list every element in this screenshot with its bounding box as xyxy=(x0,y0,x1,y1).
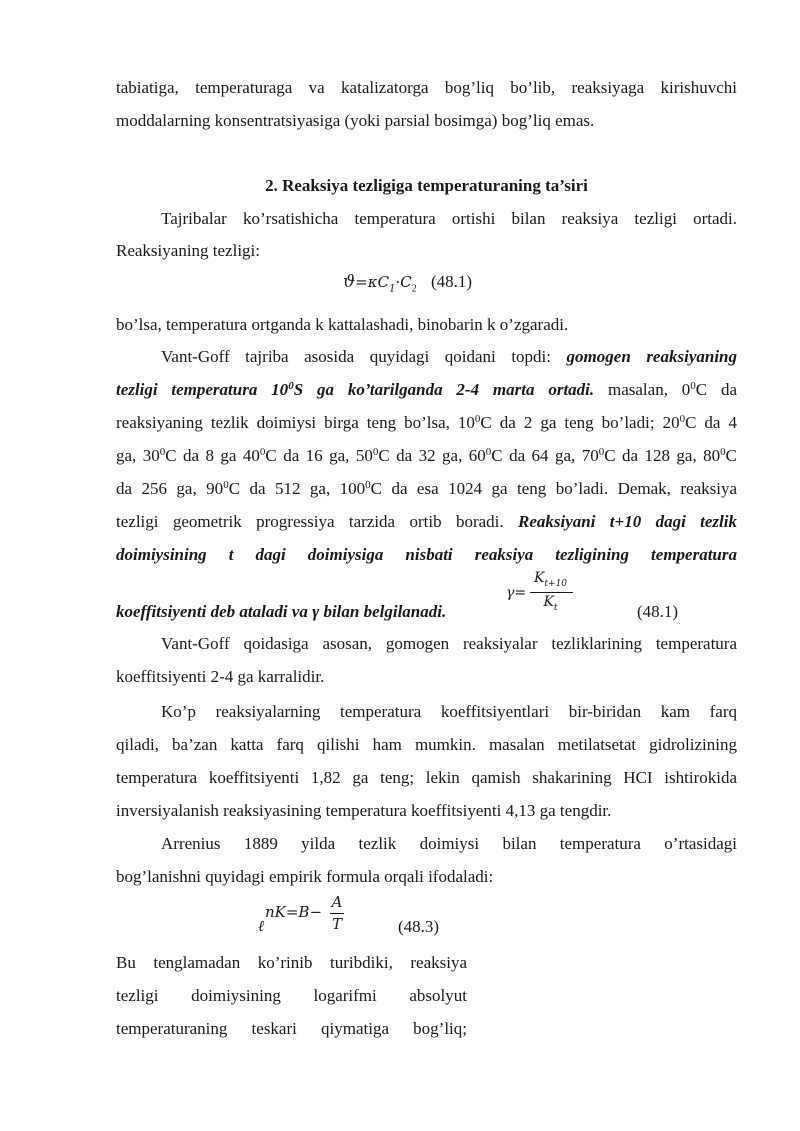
text-span: C da xyxy=(695,380,738,399)
paragraph-line: bo’lsa, temperatura ortganda k kattalashadi, binobarin k o’zgaradi. xyxy=(116,315,569,334)
text-span: C da 64 ga, 70 xyxy=(491,446,599,465)
superscript: 0 xyxy=(372,446,379,458)
eq3-numerator: A xyxy=(331,893,343,911)
text-span: C da 16 ga, 50 xyxy=(265,446,373,465)
text-span: da 256 ga, 90 xyxy=(116,479,224,498)
paragraph-line: tezligi doimiysining logarifmi absolyut xyxy=(116,986,467,1005)
emphasis-span: Reaksiyani t+10 dagi tezlik xyxy=(517,512,737,531)
superscript: 0 xyxy=(365,479,371,491)
superscript: 0 xyxy=(159,446,166,458)
superscript: 0 xyxy=(474,413,481,425)
paragraph-line: Arrenius 1889 yilda tezlik doimiysi bilan temperatura o’rtasidagi xyxy=(161,834,737,853)
eq2-num-k: K xyxy=(533,570,545,586)
text-span: reaksiyaning tezlik doimiysi birga teng bo’lsa, 10 xyxy=(116,413,475,432)
eq1-sub1: 1 xyxy=(389,283,396,295)
emphasis-span: gomogen reaksiyaning xyxy=(566,347,737,366)
text-span: C da 2 ga teng bo’ladi; 20 xyxy=(480,413,680,432)
eq2-den-sub: t xyxy=(553,602,558,613)
superscript: 0 xyxy=(679,413,686,425)
paragraph-line: temperatura koeffitsiyenti 1,82 ga teng; lekin qamish shakarining HCI ishtirokida xyxy=(116,768,737,787)
paragraph-line: bog’lanishni quyidagi empirik formula orqali ifodaladi: xyxy=(116,867,494,886)
paragraph-line xyxy=(116,512,737,532)
paragraph-line xyxy=(116,413,737,433)
emphasis-span: bilan belgilanadi. xyxy=(319,602,447,621)
paragraph-line: Ko’p reaksiyalarning temperatura koeffitsiyentlari bir-biridan kam farq xyxy=(161,702,737,721)
text-span: ga, 30 xyxy=(116,446,160,465)
eq2-numerator xyxy=(528,570,573,589)
superscript: 0 xyxy=(485,446,492,458)
superscript: 0 xyxy=(720,446,726,458)
eq2-num-sub: t+10 xyxy=(544,578,568,589)
emphasis-span: koeffitsiyenti deb ataladi va xyxy=(116,602,313,621)
equation-3 xyxy=(258,893,358,943)
text-span: C xyxy=(725,446,738,465)
eq2-number: (48.1) xyxy=(637,602,679,621)
paragraph-line xyxy=(116,446,737,466)
eq2-den-k: K xyxy=(543,594,554,610)
text-span: masalan, 0 xyxy=(594,380,691,399)
paragraph-line: qiladi, ba’zan katta farq qilishi ham mumkin. masalan metilatsetat gidrolizining xyxy=(116,735,737,754)
text-span: C da 32 ga, 60 xyxy=(378,446,486,465)
paragraph-line: temperaturaning teskari qiymatiga bog’liq; xyxy=(116,1019,467,1038)
paragraph-line: Reaksiyaning tezligi: xyxy=(116,241,260,260)
superscript: 0 xyxy=(223,479,229,491)
emphasis-span: S ga ko’tarilganda 2-4 marta ortadi. xyxy=(293,380,595,399)
text-span: C da 128 ga, 80 xyxy=(604,446,721,465)
equation-1: $ϑ=\kappa C_1\cdot C_2$ (48.1) xyxy=(343,272,473,295)
equation-2 xyxy=(506,570,586,620)
text-span: C da 512 ga, 100 xyxy=(228,479,366,498)
paragraph-line: Tajribalar ko’rsatishicha temperatura ortishi bilan reaksiya tezligi ortadi. xyxy=(161,209,737,228)
fraction-bar xyxy=(330,913,344,914)
superscript: 0 xyxy=(259,446,266,458)
text-span: C da esa 1024 ga teng bo’ladi. Demak, reaksiya xyxy=(370,479,737,498)
superscript: 0 xyxy=(288,380,294,392)
emphasis-span: tezligi temperatura 10 xyxy=(116,380,289,399)
text-span: Vant-Goff tajriba asosida quyidagi qoidani topdi: xyxy=(161,347,567,366)
paragraph-line: tabiatiga, temperaturaga va katalizatorga bog’liq bo’lib, reaksiyaga kirishuvchi xyxy=(116,78,737,97)
text-span: tezligi geometrik progressiya tarzida ortib boradi. xyxy=(116,512,518,531)
paragraph-line: doimiysining t dagi doimiysiga nisbati reaksiya tezligining temperatura xyxy=(116,545,737,564)
paragraph-line xyxy=(116,380,737,400)
superscript: 0 xyxy=(598,446,605,458)
eq1-c: ·C xyxy=(395,273,412,291)
paragraph-line: inversiyalanish reaksiyasining temperatura koeffitsiyenti 4,13 ga tengdir. xyxy=(116,801,612,820)
text-span: C da 8 ga 40 xyxy=(165,446,260,465)
paragraph-line: koeffitsiyenti 2-4 ga karralidir. xyxy=(116,667,325,686)
eq3-ell: ℓ xyxy=(258,917,265,935)
eq1-k: κC xyxy=(367,273,390,291)
eq1-sub2: 2 xyxy=(411,283,417,295)
eq3-denominator: T xyxy=(331,915,342,933)
paragraph-line xyxy=(116,602,516,622)
paragraph-line xyxy=(161,347,737,367)
paragraph-line: Bu tenglamadan ko’rinib turibdiki, reaksiya xyxy=(116,953,467,972)
paragraph-line: moddalarning konsentratsiyasiga (yoki parsial bosimga) bog’liq emas. xyxy=(116,111,595,130)
paragraph-line: Vant-Goff qoidasiga asosan, gomogen reaksiyalar tezliklarining temperatura xyxy=(161,634,737,653)
gamma-symbol: γ xyxy=(312,602,320,621)
superscript: 0 xyxy=(690,380,696,392)
eq1-lhs: ϑ xyxy=(343,272,356,292)
eq3-lhs: nK=B− xyxy=(265,903,323,921)
text-span: C da 4 xyxy=(685,413,737,432)
paragraph-line xyxy=(116,479,737,499)
eq2-lhs: γ= xyxy=(506,585,527,601)
eq2-denominator xyxy=(528,594,573,613)
eq3-number: (48.3) xyxy=(398,917,440,936)
eq1-number: (48.1) xyxy=(430,272,473,291)
section-heading: 2. Reaksiya tezligiga temperaturaning ta’siri xyxy=(265,176,588,195)
fraction-bar xyxy=(530,592,573,593)
